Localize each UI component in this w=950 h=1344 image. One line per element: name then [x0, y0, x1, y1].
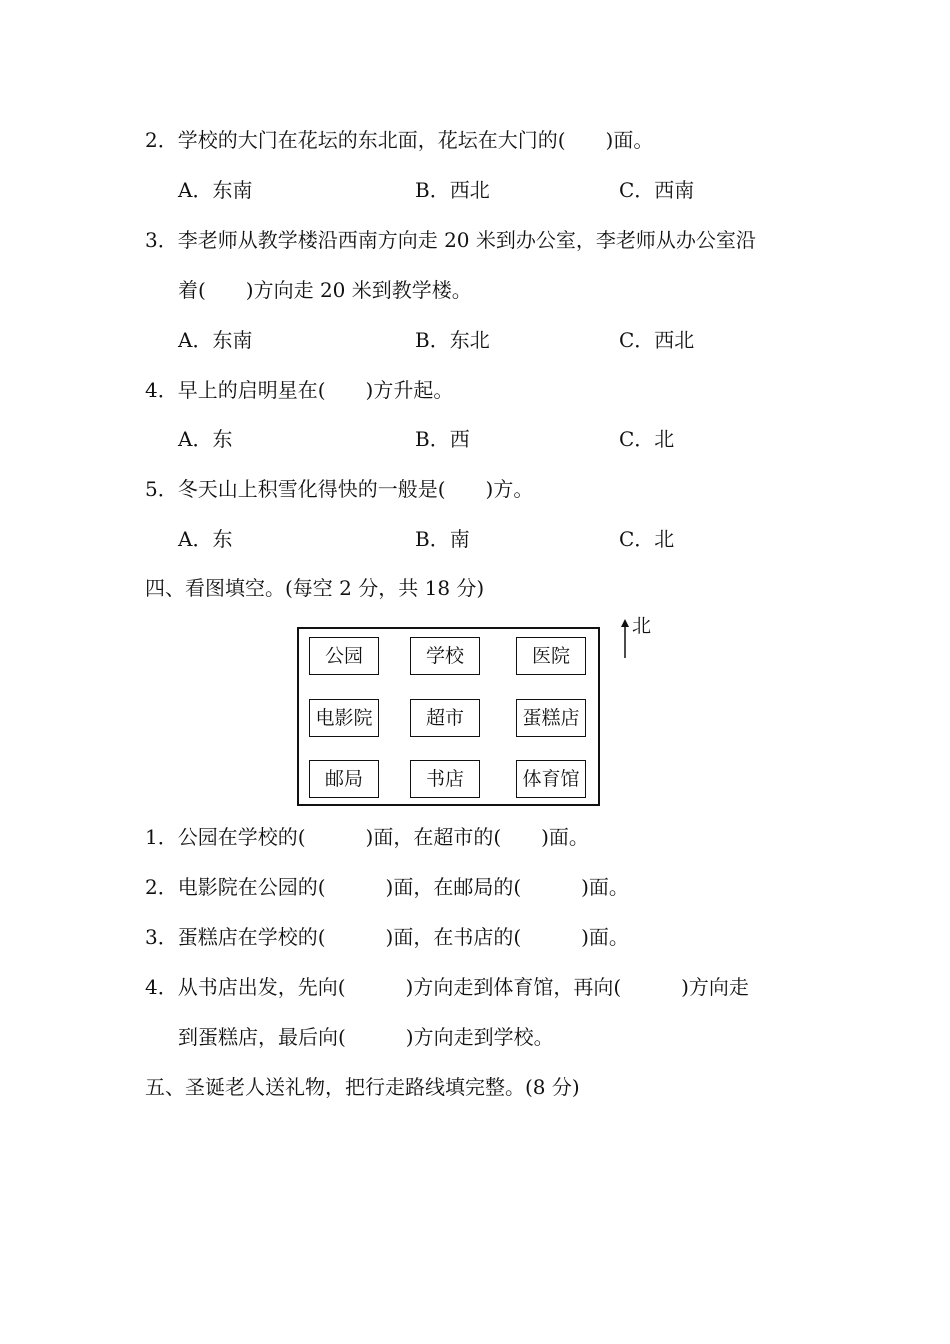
- map-cell-supermarket: 超市: [410, 699, 480, 737]
- q3-option-a: A．东南: [178, 328, 253, 352]
- q3-option-b: B．东北: [415, 328, 490, 352]
- question-5: 5．冬天山上积雪化得快的一般是( )方。: [145, 477, 534, 501]
- map-cell-post-office: 邮局: [309, 760, 379, 798]
- question-3-line-1: 3．李老师从教学楼沿西南方向走 20 米到办公室，李老师从办公室沿: [145, 228, 756, 252]
- section-4-question-1: 1．公园在学校的( )面，在超市的( )面。: [145, 825, 589, 849]
- q2-option-b: B．西北: [415, 178, 490, 202]
- map-frame: [297, 627, 600, 806]
- north-label: 北: [632, 615, 652, 637]
- map-cell-school: 学校: [410, 637, 480, 675]
- section-4-question-4-line-2: 到蛋糕店，最后向( )方向走到学校。: [178, 1025, 554, 1049]
- q4-option-c: C．北: [619, 427, 675, 451]
- map-cell-bookstore: 书店: [410, 760, 480, 798]
- question-2: 2．学校的大门在花坛的东北面，花坛在大门的( )面。: [145, 128, 654, 152]
- q5-option-b: B．南: [415, 527, 470, 551]
- section-5-heading: 五、圣诞老人送礼物，把行走路线填完整。(8 分): [145, 1075, 580, 1099]
- q5-option-a: A．东: [178, 527, 233, 551]
- section-4-question-3: 3．蛋糕店在学校的( )面，在书店的( )面。: [145, 925, 629, 949]
- q4-option-a: A．东: [178, 427, 233, 451]
- q2-option-a: A．东南: [178, 178, 253, 202]
- q5-option-c: C．北: [619, 527, 675, 551]
- map-cell-gym: 体育馆: [516, 760, 586, 798]
- map-cell-hospital: 医院: [516, 637, 586, 675]
- q2-option-c: C．西南: [619, 178, 695, 202]
- section-4-question-4-line-1: 4．从书店出发，先向( )方向走到体育馆，再向( )方向走: [145, 975, 749, 999]
- map-cell-park: 公园: [309, 637, 379, 675]
- question-4: 4．早上的启明星在( )方升起。: [145, 378, 454, 402]
- section-4-heading: 四、看图填空。(每空 2 分，共 18 分): [145, 576, 485, 600]
- q4-option-b: B．西: [415, 427, 470, 451]
- map-cell-cinema: 电影院: [309, 699, 379, 737]
- section-4-question-2: 2．电影院在公园的( )面，在邮局的( )面。: [145, 875, 629, 899]
- question-3-line-2: 着( )方向走 20 米到教学楼。: [178, 278, 472, 302]
- map-cell-cake-shop: 蛋糕店: [516, 699, 586, 737]
- q3-option-c: C．西北: [619, 328, 695, 352]
